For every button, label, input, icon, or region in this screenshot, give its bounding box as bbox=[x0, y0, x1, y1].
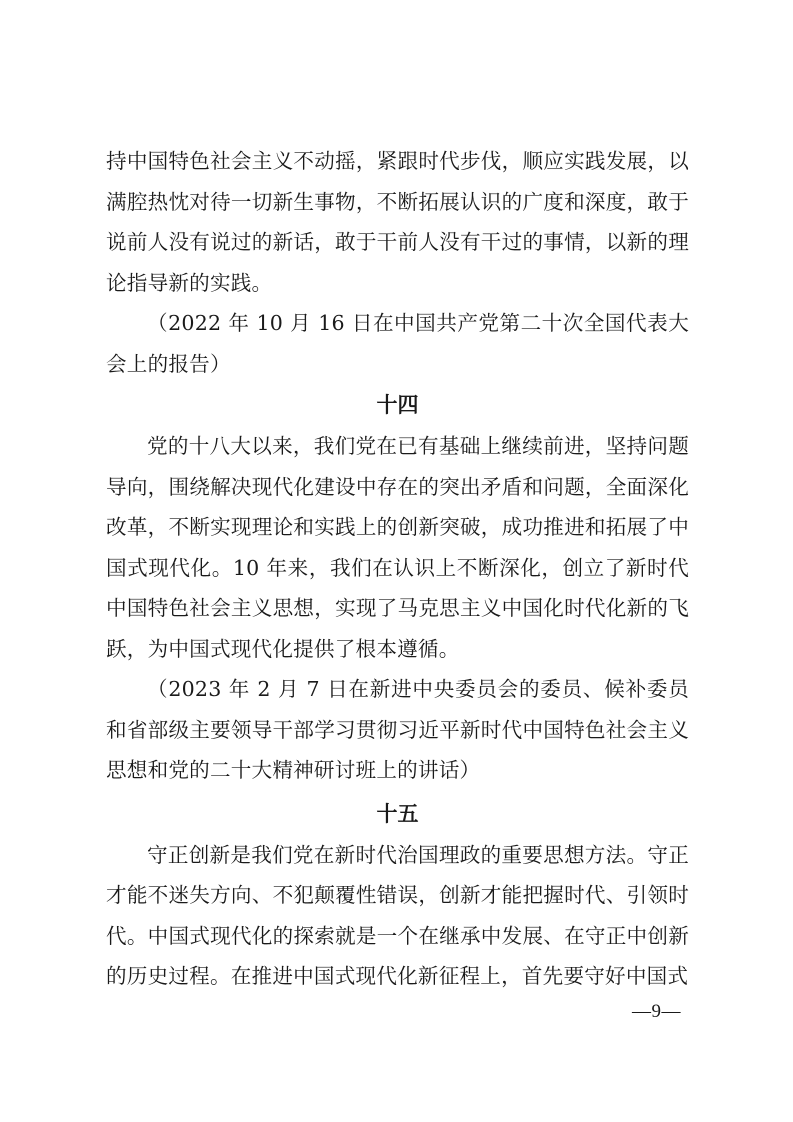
paragraph-continuation: 持中国特色社会主义不动摇，紧跟时代步伐，顺应实践发展，以满腔热忱对待一切新生事物，不断拓展认识的广度和深度，敢于说前人没有说过的新话，敢于干前人没有干过的事情，以新的理论指导新的实践。 bbox=[106, 149, 689, 295]
section-heading-14: 十四 bbox=[376, 393, 419, 417]
paragraph: 党的十八大以来，我们党在已有基础上继续前进，坚持问题导向，围绕解决现代化建设中存在的突出矛盾和问题，全面深化改革，不断实现理论和实践上的创新突破，成功推进和拓展了中国式现代化。10 年来，我们在认识上不断深化，创立了新时代中国特色社会主义思想，实现了马克思主义中国化时代化新的飞跃，为中国式现代化提供了根本遵循。 bbox=[106, 434, 689, 661]
page-number: —9— bbox=[632, 1001, 681, 1022]
document-body bbox=[106, 141, 689, 997]
section-heading-15: 十五 bbox=[376, 801, 419, 826]
source-citation: （2022 年 10 月 16 日在中国共产党第二十次全国代表大会上的报告） bbox=[106, 311, 689, 376]
source-citation: （2023 年 2 月 7 日在新进中央委员会的委员、候补委员和省部级主要领导干部学习贯彻习近平新时代中国特色社会主义思想和党的二十大精神研讨班上的讲话） bbox=[106, 677, 689, 782]
paragraph: 守正创新是我们党在新时代治国理政的重要思想方法。守正才能不迷失方向、不犯颠覆性错误，创新才能把握时代、引领时代。中国式现代化的探索就是一个在继承中发展、在守正中创新的历史过程。在推进中国式现代化新征程上，首先要守好中国式 bbox=[106, 842, 689, 988]
